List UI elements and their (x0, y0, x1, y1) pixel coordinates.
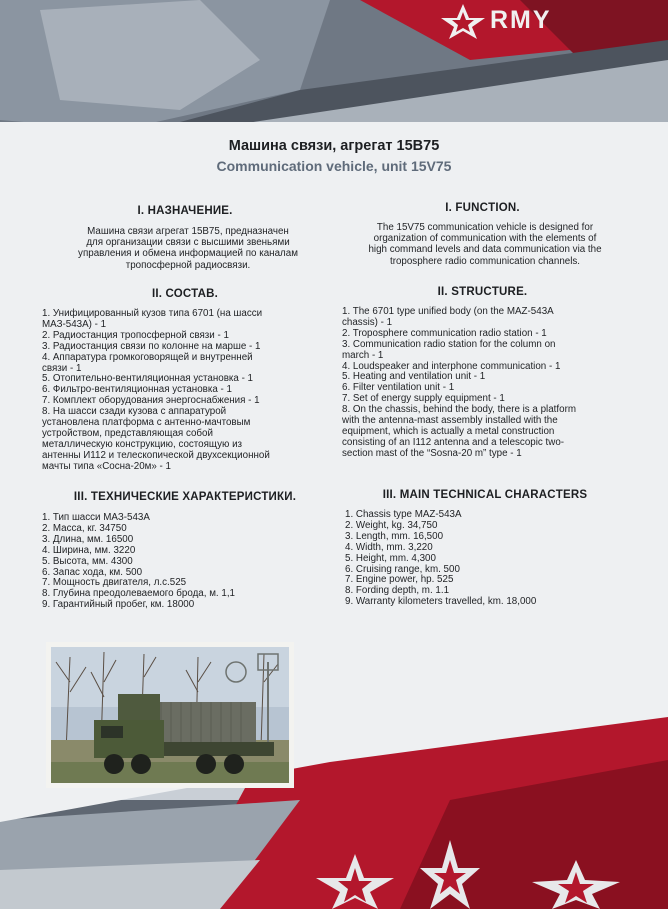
list-item: 8. On the chassis, behind the body, there is a platform (342, 404, 576, 416)
list-item: 3. Length, mm. 16,500 (345, 530, 444, 542)
army-star-icon (418, 838, 482, 909)
ru-function-text (48, 226, 328, 271)
en-function-text (335, 222, 635, 267)
list-item: 1. Тип шасси МАЗ-543А (42, 512, 150, 523)
list-item: 4. Ширина, мм. 3220 (42, 544, 136, 556)
list-item: 2. Радиостанция тропосферной связи - 1 (42, 329, 229, 341)
list-item: металлическую конструкцию, состоящую из (42, 438, 243, 450)
list-item: антенны И112 и телескопической двухсекционной (42, 449, 270, 461)
list-item: установлена платформа с антенно-мачтовым (42, 417, 251, 429)
en-tech-list (345, 510, 645, 608)
list-item: 5. Height, mm. 4,300 (345, 552, 436, 564)
list-item: 5. Высота, мм. 4300 (42, 555, 133, 567)
list-item: 3. Communication radio station for the column on (342, 338, 556, 350)
en-function-line: The 15V75 communication vehicle is designed for (376, 222, 594, 233)
list-item: 2. Troposphere communication radio station - 1 (342, 327, 547, 339)
list-item: 6. Filter ventilation unit - 1 (342, 382, 455, 394)
list-item: equipment, which is actually a metal construction (342, 425, 555, 437)
army-star-icon (310, 852, 400, 909)
list-item: 8. На шасси сзади кузова с аппаратурой (42, 406, 227, 418)
list-item: 8. Глубина преодолеваемого брода, м. 1,1 (42, 588, 235, 600)
page-title-ru: Машина связи, агрегат 15В75 (228, 138, 440, 154)
list-item: 6. Фильтро-вентиляционная установка - 1 (42, 384, 232, 396)
list-item: 9. Гарантийный пробег, км. 18000 (42, 599, 195, 611)
list-item: 9. Warranty kilometers travelled, km. 18,000 (345, 596, 537, 608)
en-function-line: troposphere radio communication channels. (389, 255, 581, 267)
list-item: 4. Loudspeaker and interphone communication - 1 (342, 360, 561, 372)
list-item: устройством, представляющая собой (42, 427, 213, 439)
list-item: with the antenna-mast assembly installed with the (342, 415, 558, 427)
vehicle-photo (46, 642, 294, 788)
list-item: chassis) - 1 (342, 316, 393, 328)
ru-structure-heading: II. СОСТАВ. (151, 288, 219, 300)
en-function-line: high command levels and data communication via the (368, 244, 602, 256)
ru-function-line: тропосферной радиосвязи. (125, 259, 251, 271)
en-structure-heading: II. STRUCTURE. (437, 286, 528, 298)
list-item: 1. Chassis type MAZ-543A (345, 509, 462, 520)
vehicle-photo-image (46, 642, 294, 788)
en-function-line: organization of communication with the elements of (373, 233, 597, 245)
list-item: march - 1 (342, 349, 384, 361)
army-star-icon (438, 2, 488, 40)
ru-function-line: для организации связи с высшими звеньями (86, 237, 290, 249)
ru-function-line: управления и обмена информацией по каналам (78, 248, 298, 260)
list-item: 6. Cruising range, km. 500 (345, 563, 460, 575)
list-item: 2. Масса, кг. 34750 (42, 522, 127, 534)
list-item: 2. Weight, kg. 34,750 (345, 519, 438, 531)
en-structure-list (342, 307, 642, 460)
list-item: 8. Fording depth, m. 1.1 (345, 585, 450, 597)
list-item: 3. Радиостанция связи по колонне на марше - 1 (42, 340, 261, 352)
list-item: 5. Heating and ventilation unit - 1 (342, 371, 486, 383)
list-item: 3. Длина, мм. 16500 (42, 533, 134, 545)
list-item: 7. Engine power, hp. 525 (345, 574, 454, 586)
list-item: 1. Унифицированный кузов типа 6701 (на шасси (42, 308, 263, 319)
ru-tech-list (42, 513, 332, 611)
army-star-icon (528, 858, 624, 909)
ru-structure-list (42, 309, 332, 473)
list-item: 1. The 6701 type unified body (on the MAZ-543A (342, 306, 554, 317)
list-item: 7. Set of energy supply equipment - 1 (342, 393, 505, 405)
ru-function-line: Машина связи агрегат 15В75, предназначен (87, 226, 289, 237)
list-item: 7. Мощность двигателя, л.с.525 (42, 577, 187, 589)
ru-function-heading: I. НАЗНАЧЕНИЕ. (137, 205, 233, 217)
list-item: section mast of the “Sosna-20 m” type - 1 (342, 447, 522, 459)
page-title-en: Communication vehicle, unit 15V75 (216, 158, 452, 174)
ru-tech-heading: III. ТЕХНИЧЕСКИЕ ХАРАКТЕРИСТИКИ. (73, 491, 297, 503)
list-item: consisting of an I112 antenna and a telescopic two- (342, 436, 565, 448)
list-item: 6. Запас хода, км. 500 (42, 566, 143, 578)
en-function-heading: I. FUNCTION. (445, 202, 520, 214)
army-logo-text: RMY (490, 6, 552, 34)
list-item: связи - 1 (42, 362, 82, 374)
list-item: 5. Отопительно-вентиляционная установка - 1 (42, 373, 254, 385)
en-tech-heading: III. MAIN TECHNICAL CHARACTERS (382, 489, 588, 501)
list-item: МАЗ-543А) - 1 (42, 318, 107, 330)
list-item: 4. Width, mm. 3,220 (345, 541, 433, 553)
list-item: 7. Комплект оборудования энергоснабжения - 1 (42, 395, 260, 407)
list-item: 4. Аппаратура громкоговорящей и внутренней (42, 351, 253, 363)
list-item: мачты типа «Сосна-20м» - 1 (42, 460, 171, 472)
